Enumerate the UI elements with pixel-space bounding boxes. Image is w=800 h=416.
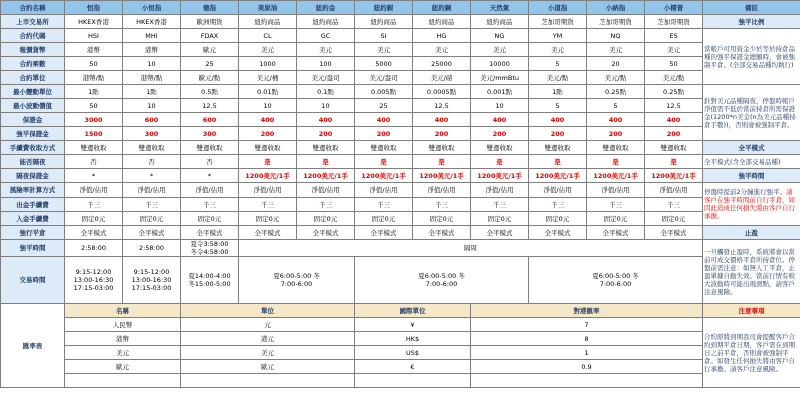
cell-hours-fdax: 夏14:00-4:00 冬15:00-5:00 <box>181 257 239 304</box>
cell-fee_method-7: 雙邊收取 <box>471 141 529 155</box>
row-fee_method <box>1 141 800 155</box>
cell-forced_margin-8: 200 <box>529 127 587 141</box>
fx-header-0: 名稱 <box>65 304 181 318</box>
cell-risk_method-5: 淨值/佔用 <box>355 183 413 198</box>
cell-overnight-3: 是 <box>239 155 297 169</box>
fx-header-1: 單位 <box>181 304 355 318</box>
cell-overnight-5: 是 <box>355 155 413 169</box>
cell-withdraw_fee-4: 千三 <box>297 198 355 212</box>
cell-margin-7: 400 <box>471 113 529 127</box>
row-label-code: 合約代碼 <box>1 29 65 43</box>
cell-overnight-2: 否 <box>181 155 239 169</box>
cell-multiplier-5: 5000 <box>355 57 413 71</box>
cell-exchange-3: 紐約商品 <box>239 15 297 29</box>
cell-withdraw_fee-7: 千三 <box>471 198 529 212</box>
header-1: 小恒指 <box>123 1 181 15</box>
cell-currency-3: 美元 <box>239 43 297 57</box>
cell-withdraw_fee-8: 千三 <box>529 198 587 212</box>
cell-risk_method-3: 淨值/佔用 <box>239 183 297 198</box>
cell-margin-9: 400 <box>587 113 645 127</box>
cell-forced_close-5: 全平模式 <box>355 226 413 240</box>
cell-hours-cme_b: 夏6:00-5:00 冬 7:00-6:00 <box>355 257 529 304</box>
row-withdraw_fee <box>1 198 800 212</box>
notes-forced-time-warning: 請客戶在強平時間前自行平倉，如因此造成任何損失將由客戶自行承擔。 <box>704 188 795 220</box>
cell-deposit_fee-7: 固定0元 <box>471 212 529 226</box>
cell-forced_close-7: 全平模式 <box>471 226 529 240</box>
notes-forced-time-plain: 停盤時提前2分鐘進行強平。 <box>704 188 787 196</box>
row-label-forced_close: 強行平倉 <box>1 226 65 240</box>
notes-forced-time-text <box>703 183 800 226</box>
row-min_tick_value <box>1 99 800 113</box>
cell-fee_method-4: 雙邊收取 <box>297 141 355 155</box>
notes-forced_mode_text: 全平模式(含全部交易品種) <box>703 155 800 169</box>
cell-risk_method-10: 淨值/佔用 <box>645 183 703 198</box>
fx-cell-1-3: 8 <box>471 332 703 346</box>
fx-empty-2 <box>355 374 471 388</box>
cell-min_tick_value-4: 10 <box>297 99 355 113</box>
fx-cell-1-1: 港元 <box>181 332 355 346</box>
row-label-withdraw_fee: 出金手續費 <box>1 198 65 212</box>
cell-overnight_fee-9: 1200美元/1手 <box>587 169 645 183</box>
cell-exchange-8: 芝加哥期貨 <box>529 15 587 29</box>
fx-row <box>1 360 800 374</box>
cell-margin-8: 400 <box>529 113 587 127</box>
row-label-min_tick: 最小變動單位 <box>1 85 65 99</box>
cell-exchange-0: HKEX香港 <box>65 15 123 29</box>
cell-exchange-2: 歐洲期貨 <box>181 15 239 29</box>
cell-min_tick_value-3: 10 <box>239 99 297 113</box>
row-deposit_fee <box>1 212 800 226</box>
cell-code-5: SI <box>355 29 413 43</box>
cell-withdraw_fee-1: 千三 <box>123 198 181 212</box>
cell-forced-time-2: 夏令3:58:00 冬令4:58:00 <box>181 240 239 257</box>
header-9: 小納指 <box>587 1 645 15</box>
cell-risk_method-0: 淨值/佔用 <box>65 183 123 198</box>
header-4: 紐約金 <box>297 1 355 15</box>
notes-stop_text: 一旦觸發止盈時，系統將會以當前可成交價格平倉所持倉位。停盤前需注意：如無人工平倉，止盈單據自動失效。當前行情有較大波動時可能出現滑點，請客戶注意風險。 <box>703 240 800 304</box>
row-forced_time <box>1 240 800 257</box>
cell-forced-time-merged: 隔周 <box>239 240 703 257</box>
cell-min_tick_value-9: 5 <box>587 99 645 113</box>
notes-forced_mode_title: 全平模式 <box>703 141 800 155</box>
cell-min_tick-8: 1點 <box>529 85 587 99</box>
cell-min_tick-1: 1點 <box>123 85 181 99</box>
cell-exchange-5: 紐約商品 <box>355 15 413 29</box>
row-multiplier <box>1 57 800 71</box>
cell-fee_method-6: 雙邊收取 <box>413 141 471 155</box>
cell-code-3: CL <box>239 29 297 43</box>
cell-min_tick_value-1: 10 <box>123 99 181 113</box>
cell-currency-1: 港幣 <box>123 43 181 57</box>
cell-risk_method-2: 淨值/佔用 <box>181 183 239 198</box>
cell-currency-10: 美元 <box>645 43 703 57</box>
notes-stop_title: 止盈 <box>703 226 800 240</box>
cell-exchange-9: 芝加哥期貨 <box>587 15 645 29</box>
cell-exchange-1: HKEX香港 <box>123 15 181 29</box>
fx-row <box>1 318 800 332</box>
cell-currency-8: 美元 <box>529 43 587 57</box>
cell-min_tick-5: 0.005點 <box>355 85 413 99</box>
fx-notice-text: 合約即將到期我司會提醒客戶合約到期平倉日期，客戶需在到期日之前平倉，否則會被強制平倉。如發生任何損失將由客戶自行承擔。請客戶注意風險。 <box>703 318 800 388</box>
cell-unit-0: 港幣/點 <box>65 71 123 85</box>
cell-multiplier-7: 10000 <box>471 57 529 71</box>
cell-min_tick_value-5: 25 <box>355 99 413 113</box>
cell-forced_close-4: 全平模式 <box>297 226 355 240</box>
cell-multiplier-8: 5 <box>529 57 587 71</box>
cell-code-10: ES <box>645 29 703 43</box>
cell-multiplier-10: 50 <box>645 57 703 71</box>
cell-unit-8: 美元/點 <box>529 71 587 85</box>
cell-multiplier-0: 50 <box>65 57 123 71</box>
cell-overnight_fee-8: 1200美元/1手 <box>529 169 587 183</box>
cell-currency-6: 美元 <box>413 43 471 57</box>
notes-leverage_text: 當帳戶可用資金少於等於持倉品種的強平保證金總額時，會被強制平倉。(全部交易品種均執行) <box>703 29 800 85</box>
row-exchange <box>1 15 800 29</box>
cell-hours-cme_a: 夏6:00-5:00 冬 7:00-6:00 <box>239 257 355 304</box>
cell-min_tick_value-8: 5 <box>529 99 587 113</box>
cell-min_tick_value-10: 12.5 <box>645 99 703 113</box>
cell-forced_close-2: 全平模式 <box>181 226 239 240</box>
cell-deposit_fee-3: 固定0元 <box>239 212 297 226</box>
cell-deposit_fee-6: 固定0元 <box>413 212 471 226</box>
cell-overnight_fee-4: 1200美元/1手 <box>297 169 355 183</box>
fx-empty-3 <box>471 374 703 388</box>
fx-section-label: 匯率表 <box>1 304 65 388</box>
fx-row <box>1 332 800 346</box>
cell-deposit_fee-9: 固定0元 <box>587 212 645 226</box>
cell-min_tick-2: 0.5點 <box>181 85 239 99</box>
fx-header-row <box>1 304 800 318</box>
cell-fee_method-5: 雙邊收取 <box>355 141 413 155</box>
cell-multiplier-1: 10 <box>123 57 181 71</box>
cell-overnight_fee-1: * <box>123 169 181 183</box>
row-label-overnight: 能否隔夜 <box>1 155 65 169</box>
cell-code-6: HG <box>413 29 471 43</box>
fx-cell-3-0: 歐元 <box>65 360 181 374</box>
cell-min_tick_value-0: 50 <box>65 99 123 113</box>
cell-forced_close-1: 全平模式 <box>123 226 181 240</box>
row-label-fee_method: 手續費收取方式 <box>1 141 65 155</box>
cell-overnight-1: 否 <box>123 155 181 169</box>
cell-overnight_fee-3: 1200美元/1手 <box>239 169 297 183</box>
cell-overnight-9: 是 <box>587 155 645 169</box>
cell-margin-2: 600 <box>181 113 239 127</box>
cell-exchange-4: 紐約商品 <box>297 15 355 29</box>
cell-forced_close-8: 全平模式 <box>529 226 587 240</box>
header-8: 小道指 <box>529 1 587 15</box>
fx-cell-0-0: 人民幣 <box>65 318 181 332</box>
cell-code-4: GC <box>297 29 355 43</box>
row-min_tick <box>1 85 800 99</box>
cell-exchange-6: 紐約商品 <box>413 15 471 29</box>
cell-overnight_fee-10: 1200美元/1手 <box>645 169 703 183</box>
row-label-exchange: 上市交易所 <box>1 15 65 29</box>
notes-overnight_text: 針對美元品種隔夜，停盤時帳戶淨值需不低於當前持倉所需保證金(1200*n美金(n為美元品種持倉手數))，否則會被強制平倉。 <box>703 85 800 141</box>
cell-fee_method-3: 雙邊收取 <box>239 141 297 155</box>
cell-overnight_fee-0: * <box>65 169 123 183</box>
cell-margin-4: 400 <box>297 113 355 127</box>
fx-header-3: 對港匯率 <box>471 304 703 318</box>
cell-forced_margin-4: 200 <box>297 127 355 141</box>
cell-fee_method-10: 雙邊收取 <box>645 141 703 155</box>
cell-deposit_fee-4: 固定0元 <box>297 212 355 226</box>
cell-margin-6: 400 <box>413 113 471 127</box>
cell-currency-4: 美元 <box>297 43 355 57</box>
cell-min_tick_value-7: 10 <box>471 99 529 113</box>
cell-withdraw_fee-2: 千三 <box>181 198 239 212</box>
cell-exchange-10: 芝加哥期貨 <box>645 15 703 29</box>
cell-unit-2: 歐元/點 <box>181 71 239 85</box>
cell-withdraw_fee-10: 千三 <box>645 198 703 212</box>
cell-code-9: NQ <box>587 29 645 43</box>
fx-cell-0-2: ¥ <box>355 318 471 332</box>
cell-overnight-4: 是 <box>297 155 355 169</box>
cell-margin-10: 400 <box>645 113 703 127</box>
fx-empty-0 <box>65 374 181 388</box>
fx-cell-1-2: HK$ <box>355 332 471 346</box>
cell-withdraw_fee-0: 千三 <box>65 198 123 212</box>
cell-fee_method-0: 雙邊收取 <box>65 141 123 155</box>
cell-forced_close-6: 全平模式 <box>413 226 471 240</box>
row-label-multiplier: 合約乘數 <box>1 57 65 71</box>
fx-cell-0-3: 7 <box>471 318 703 332</box>
cell-min_tick-10: 0.25點 <box>645 85 703 99</box>
cell-fee_method-2: 雙邊收取 <box>181 141 239 155</box>
row-label-trading-hours: 交易時間 <box>1 257 65 304</box>
cell-forced_close-9: 全平模式 <box>587 226 645 240</box>
cell-unit-4: 美元/盎司 <box>297 71 355 85</box>
cell-risk_method-1: 淨值/佔用 <box>123 183 181 198</box>
fx-cell-2-1: 美元 <box>181 346 355 360</box>
cell-min_tick-0: 1點 <box>65 85 123 99</box>
cell-overnight_fee-5: 1200美元/1手 <box>355 169 413 183</box>
cell-margin-1: 600 <box>123 113 181 127</box>
cell-currency-7: 美元 <box>471 43 529 57</box>
cell-deposit_fee-10: 固定0元 <box>645 212 703 226</box>
cell-unit-9: 美元/點 <box>587 71 645 85</box>
cell-unit-3: 美元/桶 <box>239 71 297 85</box>
fx-cell-3-2: € <box>355 360 471 374</box>
cell-fee_method-8: 雙邊收取 <box>529 141 587 155</box>
row-label-currency: 報價貨幣 <box>1 43 65 57</box>
cell-code-2: FDAX <box>181 29 239 43</box>
header-3: 美原油 <box>239 1 297 15</box>
cell-min_tick-7: 0.001點 <box>471 85 529 99</box>
row-risk_method <box>1 183 800 198</box>
fx-row <box>1 346 800 360</box>
cell-forced_margin-3: 200 <box>239 127 297 141</box>
header-notes: 備註 <box>703 1 800 15</box>
cell-multiplier-3: 1000 <box>239 57 297 71</box>
cell-withdraw_fee-9: 千三 <box>587 198 645 212</box>
header-7: 天然氣 <box>471 1 529 15</box>
cell-margin-5: 400 <box>355 113 413 127</box>
cell-forced_close-0: 全平模式 <box>65 226 123 240</box>
fx-empty-1 <box>181 374 355 388</box>
cell-overnight-7: 是 <box>471 155 529 169</box>
row-code <box>1 29 800 43</box>
row-trading-hours <box>1 257 800 304</box>
cell-unit-1: 港幣/點 <box>123 71 181 85</box>
row-label-overnight_fee: 隔夜保證金 <box>1 169 65 183</box>
cell-hours-mhi: 9:15-12:00 13:00-16:30 17:15-03:00 <box>123 257 181 304</box>
cell-overnight-10: 是 <box>645 155 703 169</box>
cell-overnight-8: 是 <box>529 155 587 169</box>
cell-min_tick-4: 0.1點 <box>297 85 355 99</box>
header-2: 德指 <box>181 1 239 15</box>
cell-forced_margin-10: 200 <box>645 127 703 141</box>
cell-forced_margin-0: 1500 <box>65 127 123 141</box>
cell-min_tick-6: 0.0005點 <box>413 85 471 99</box>
cell-unit-10: 美元/點 <box>645 71 703 85</box>
row-margin <box>1 113 800 127</box>
cell-code-0: HSI <box>65 29 123 43</box>
cell-deposit_fee-5: 固定0元 <box>355 212 413 226</box>
cell-deposit_fee-2: 固定0元 <box>181 212 239 226</box>
row-overnight_fee <box>1 169 800 183</box>
row-forced_margin <box>1 127 800 141</box>
row-label-unit: 合約單位 <box>1 71 65 85</box>
cell-overnight_fee-7: 1200美元/1手 <box>471 169 529 183</box>
cell-risk_method-9: 淨值/佔用 <box>587 183 645 198</box>
cell-multiplier-4: 100 <box>297 57 355 71</box>
cell-unit-6: 美元/磅 <box>413 71 471 85</box>
cell-forced_margin-1: 300 <box>123 127 181 141</box>
cell-forced-time-0: 2:58:00 <box>65 240 123 257</box>
cell-currency-0: 港幣 <box>65 43 123 57</box>
header-0: 恒指 <box>65 1 123 15</box>
row-overnight <box>1 155 800 169</box>
cell-multiplier-6: 25000 <box>413 57 471 71</box>
cell-multiplier-9: 20 <box>587 57 645 71</box>
fx-cell-3-1: 歐元 <box>181 360 355 374</box>
cell-currency-5: 美元 <box>355 43 413 57</box>
cell-overnight_fee-2: * <box>181 169 239 183</box>
row-currency <box>1 43 800 57</box>
header-5: 紐約銀 <box>355 1 413 15</box>
cell-risk_method-6: 淨值/佔用 <box>413 183 471 198</box>
fx-cell-2-3: 1 <box>471 346 703 360</box>
cell-forced_close-3: 全平模式 <box>239 226 297 240</box>
cell-deposit_fee-8: 固定0元 <box>529 212 587 226</box>
cell-unit-7: 美元/mmBtu <box>471 71 529 85</box>
cell-code-1: MHI <box>123 29 181 43</box>
cell-withdraw_fee-5: 千三 <box>355 198 413 212</box>
fx-cell-2-2: US$ <box>355 346 471 360</box>
row-unit <box>1 71 800 85</box>
cell-risk_method-7: 淨值/佔用 <box>471 183 529 198</box>
cell-withdraw_fee-6: 千三 <box>413 198 471 212</box>
cell-min_tick_value-2: 12.5 <box>181 99 239 113</box>
cell-currency-9: 美元 <box>587 43 645 57</box>
cell-overnight_fee-6: 1200美元/1手 <box>413 169 471 183</box>
fx-header-2: 國際單位 <box>355 304 471 318</box>
cell-hours-cme_c: 夏6:00-5:00 冬 7:00-6:00 <box>529 257 703 304</box>
cell-forced_margin-2: 300 <box>181 127 239 141</box>
cell-forced_margin-6: 200 <box>413 127 471 141</box>
fx-cell-2-0: 美元 <box>65 346 181 360</box>
cell-currency-2: 歐元 <box>181 43 239 57</box>
cell-min_tick_value-6: 12.5 <box>413 99 471 113</box>
cell-fee_method-9: 雙邊收取 <box>587 141 645 155</box>
cell-overnight-6: 是 <box>413 155 471 169</box>
header-corner: 合約名稱 <box>1 1 65 15</box>
cell-risk_method-4: 淨值/佔用 <box>297 183 355 198</box>
header-6: 紐約銅 <box>413 1 471 15</box>
cell-forced_close-10: 全平模式 <box>645 226 703 240</box>
fx-cell-3-3: 0.9 <box>471 360 703 374</box>
fx-row-empty <box>1 374 800 388</box>
header-row <box>1 1 800 15</box>
notes-forced_time_title: 強平時間 <box>703 169 800 183</box>
cell-multiplier-2: 25 <box>181 57 239 71</box>
cell-min_tick-9: 0.25點 <box>587 85 645 99</box>
cell-code-7: NG <box>471 29 529 43</box>
row-label-forced_margin: 強平保證金 <box>1 127 65 141</box>
notes-leverage_title: 強平比例 <box>703 15 800 29</box>
cell-fee_method-1: 雙邊收取 <box>123 141 181 155</box>
cell-unit-5: 美元/盎司 <box>355 71 413 85</box>
cell-risk_method-8: 淨值/佔用 <box>529 183 587 198</box>
cell-margin-0: 3000 <box>65 113 123 127</box>
fx-cell-1-0: 港幣 <box>65 332 181 346</box>
fx-cell-0-1: 元 <box>181 318 355 332</box>
cell-deposit_fee-1: 固定0元 <box>123 212 181 226</box>
cell-margin-3: 400 <box>239 113 297 127</box>
header-10: 小標普 <box>645 1 703 15</box>
cell-min_tick-3: 0.01點 <box>239 85 297 99</box>
cell-forced_margin-7: 200 <box>471 127 529 141</box>
fx-notice-title: 注意事項 <box>703 304 800 318</box>
row-label-deposit_fee: 入金手續費 <box>1 212 65 226</box>
cell-code-8: YM <box>529 29 587 43</box>
row-label-margin: 保證金 <box>1 113 65 127</box>
cell-hours-hsi: 9:15-12:00 13:00-16:30 17:15-03:00 <box>65 257 123 304</box>
cell-exchange-7: 紐約商品 <box>471 15 529 29</box>
cell-overnight-0: 否 <box>65 155 123 169</box>
cell-forced_margin-9: 200 <box>587 127 645 141</box>
row-label-min_tick_value: 最小波動價值 <box>1 99 65 113</box>
row-label-risk_method: 風險率計算方式 <box>1 183 65 198</box>
cell-withdraw_fee-3: 千三 <box>239 198 297 212</box>
row-forced_close <box>1 226 800 240</box>
row-label-forced_time: 強平時間 <box>1 240 65 257</box>
cell-forced_margin-5: 200 <box>355 127 413 141</box>
cell-deposit_fee-0: 固定0元 <box>65 212 123 226</box>
cell-forced-time-1: 2:58:00 <box>123 240 181 257</box>
